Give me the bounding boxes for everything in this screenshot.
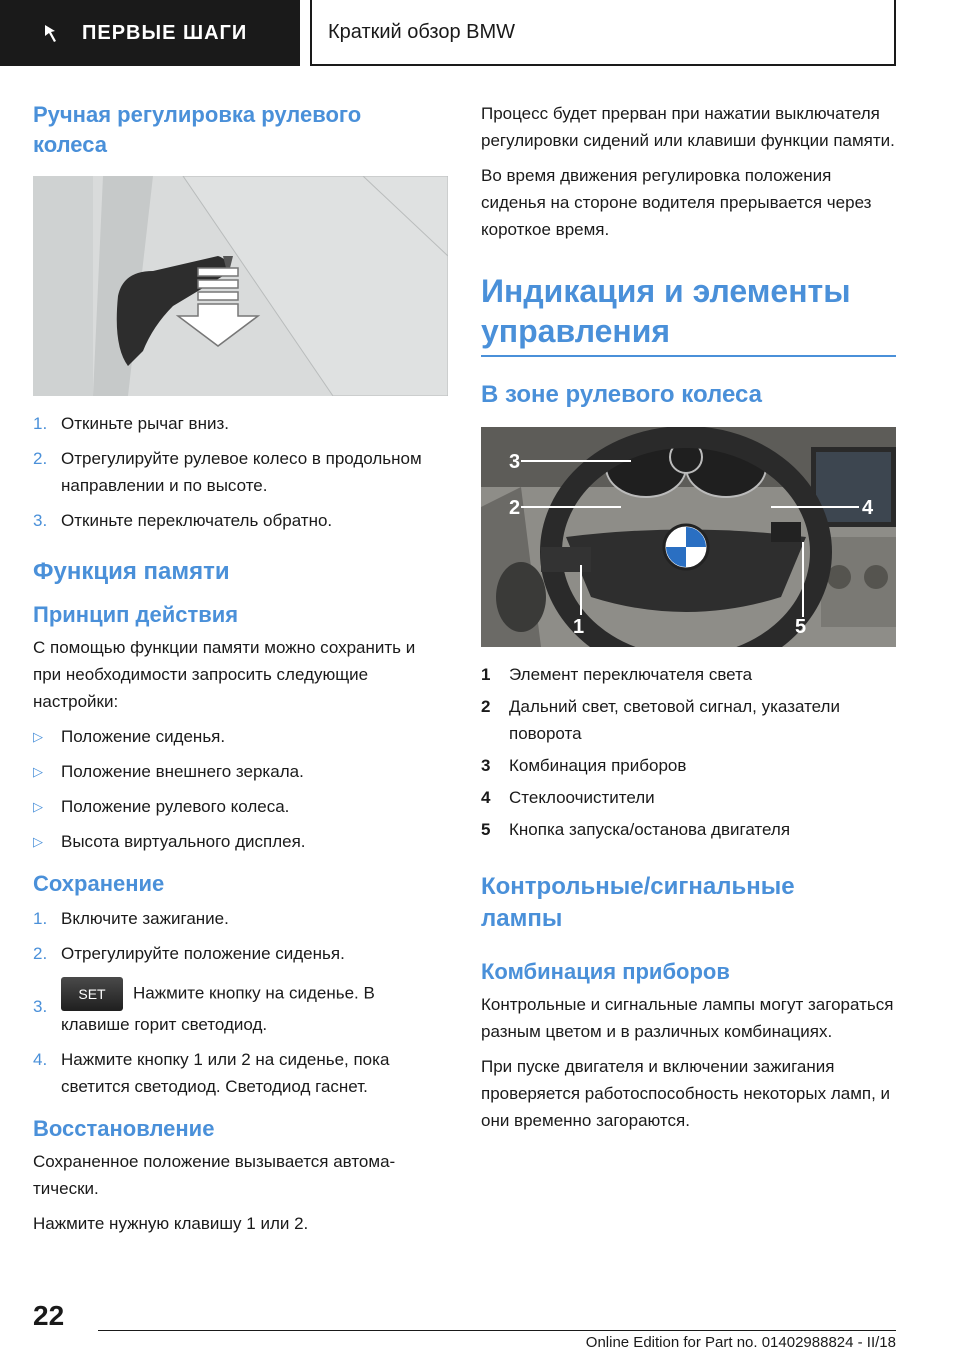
item-text: Высота виртуального дисплея. [61, 832, 306, 851]
set-button-icon: SET [61, 977, 123, 1011]
list-item [33, 410, 448, 437]
heading-rule [481, 355, 896, 357]
list-item [33, 828, 448, 855]
page-header [0, 0, 960, 66]
callout-1: 1 [573, 616, 585, 638]
list-item [33, 723, 448, 750]
cluster-text-1: Контрольные и сигнальные лампы могут загораться разным цветом и в различных комбинациях. [481, 995, 894, 1041]
item-text: Положение рулевого колеса. [61, 797, 290, 816]
step-number: 2. [33, 449, 48, 468]
memory-heading: Функция памяти [33, 558, 230, 585]
legend-number: 4 [481, 788, 491, 807]
step-text: Нажмите кнопку 1 или 2 на сиденье, пока светится светодиод. Светодиод гаснет. [61, 1050, 390, 1096]
step-text: Отрегулируйте положение сиденья. [61, 944, 345, 963]
chapter-title: Краткий обзор BMW [328, 20, 516, 43]
callout-4: 4 [862, 497, 874, 519]
interrupt-text: Процесс будет прерван при нажатии выключателя регулировки сидений или клавиши функции памяти. [481, 104, 895, 150]
step-text: Нажмите кнопку на сиденье. В клавише горит светодиод. [61, 983, 375, 1034]
triangle-bullet-icon: ▷ [33, 799, 43, 814]
legend-text: Элемент переключателя света [509, 665, 753, 684]
list-item [33, 445, 448, 499]
step-text: Откиньте переключатель обратно. [61, 511, 333, 530]
list-item [33, 905, 448, 932]
wheel-legend [481, 661, 896, 843]
manual-adjust-steps [33, 410, 448, 534]
lamps-heading: Контрольные/сигнальные лампы [481, 873, 795, 932]
steering-lever-illustration [33, 176, 448, 396]
list-item [481, 816, 896, 843]
step-text-with-button [61, 977, 448, 1038]
list-item [33, 793, 448, 820]
step-number: 3. [33, 997, 48, 1016]
callout-2: 2 [509, 497, 521, 519]
legend-number: 3 [481, 756, 491, 775]
legend-number: 2 [481, 697, 491, 716]
controls-heading: Индикация и элементы управления [481, 273, 851, 349]
cluster-text-2: При пуске двигателя и включении зажигания проверяется работоспособность некоторых ламп, и они временно загораются. [481, 1057, 891, 1130]
manual-adjust-heading: Ручная регулировка рулевого колеса [33, 102, 362, 157]
list-item [33, 758, 448, 785]
legend-text: Кнопка запуска/останова двигателя [509, 820, 791, 839]
wheel-heading: В зоне рулевого колеса [481, 381, 762, 408]
list-item [481, 752, 896, 779]
step-number: 1. [33, 414, 48, 433]
steering-wheel-photo [481, 427, 896, 647]
chapter-title-box [310, 0, 896, 66]
principle-heading: Принцип действия [33, 602, 239, 627]
step-text: Включите зажигание. [61, 909, 229, 928]
section-label: ПЕРВЫЕ ШАГИ [82, 21, 248, 44]
list-item [33, 507, 448, 534]
item-text: Положение сиденья. [61, 727, 226, 746]
left-column [33, 100, 448, 1237]
callout-3: 3 [509, 451, 521, 473]
triangle-bullet-icon: ▷ [33, 729, 43, 744]
callout-5: 5 [795, 616, 807, 638]
restore-text-1: Сохраненное положение вызывается автоматически. [33, 1152, 396, 1198]
list-item [33, 977, 448, 1038]
step-number: 2. [33, 944, 48, 963]
step-number: 1. [33, 909, 48, 928]
step-number: 3. [33, 511, 48, 530]
principle-text: С помощью функции памяти можно сохранить и при необходимости запросить следующие настройки: [33, 638, 416, 711]
step-number: 4. [33, 1050, 48, 1069]
save-heading: Сохранение [33, 871, 165, 896]
legend-text: Дальний свет, световой сигнал, указатели поворота [509, 697, 840, 743]
list-item [481, 693, 896, 747]
restore-heading: Восстановление [33, 1116, 215, 1141]
legend-number: 5 [481, 820, 491, 839]
list-item [481, 661, 896, 688]
cluster-heading: Комбинация приборов [481, 959, 730, 984]
list-item [33, 940, 448, 967]
memory-items [33, 723, 448, 855]
list-item [481, 784, 896, 811]
triangle-bullet-icon: ▷ [33, 764, 43, 779]
section-tab [0, 0, 300, 66]
footer-rule [98, 1330, 896, 1331]
page-number: 22 [33, 1300, 65, 1331]
save-steps [33, 905, 448, 1100]
legend-text: Комбинация приборов [509, 756, 687, 775]
legend-number: 1 [481, 665, 491, 684]
step-text: Откиньте рычаг вниз. [61, 414, 229, 433]
item-text: Положение внешнего зеркала. [61, 762, 304, 781]
driving-text: Во время движения регулировка положения сиденья на стороне водителя прерывается через короткое время. [481, 166, 872, 239]
triangle-bullet-icon: ▷ [33, 834, 43, 849]
list-item [33, 1046, 448, 1100]
legend-text: Стеклоочистители [509, 788, 655, 807]
restore-text-2: Нажмите нужную клавишу 1 или 2. [33, 1214, 309, 1233]
flag-icon [42, 22, 64, 44]
step-text: Отрегулируйте рулевое колесо в продольном направлении и по высоте. [61, 449, 422, 495]
right-column [481, 100, 896, 1134]
edition-note: Online Edition for Part no. 01402988824 - II/18 [585, 1334, 896, 1351]
